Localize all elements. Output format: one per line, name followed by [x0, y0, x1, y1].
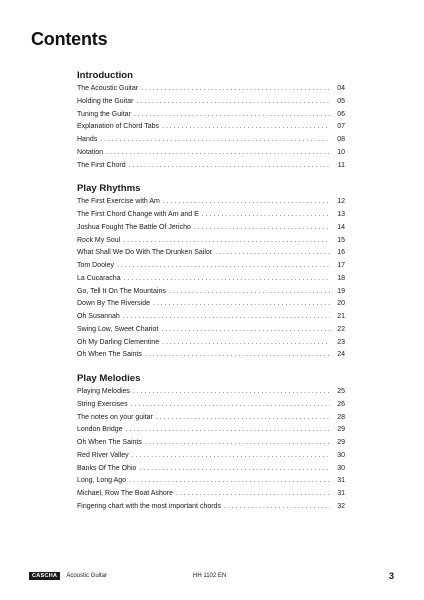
entry-page-number: 20 — [337, 300, 345, 308]
footer-product-name: Acoustic Guitar — [66, 573, 108, 579]
dot-leader — [133, 386, 330, 399]
entry-page-number: 28 — [337, 413, 345, 421]
dot-leader — [139, 463, 330, 476]
entry-page-number: 30 — [337, 451, 345, 459]
entry-page-number: 06 — [337, 110, 345, 118]
toc-entry — [77, 437, 345, 450]
toc-entry — [77, 424, 345, 437]
toc-entry — [77, 337, 345, 350]
toc-entry — [77, 209, 345, 222]
toc-entry — [77, 196, 345, 209]
entry-page-number: 25 — [337, 388, 345, 395]
entry-page-number: 30 — [337, 464, 345, 472]
entry-title: Holding the Guitar — [77, 97, 134, 105]
entry-title: The First Chord — [77, 161, 126, 169]
entry-title: Oh When The Saints — [77, 351, 142, 359]
entry-title: Notation — [77, 148, 104, 156]
dot-leader — [162, 121, 330, 134]
toc-entry — [77, 475, 345, 488]
entry-page-number: 32 — [337, 502, 345, 510]
dot-leader — [124, 273, 330, 286]
toc-entry — [77, 147, 345, 160]
entry-title: The First Chord Change with Am and E — [77, 211, 199, 218]
dot-leader — [141, 83, 330, 96]
toc-entry — [77, 83, 345, 96]
entry-title: Explanation of Chord Tabs — [77, 123, 159, 131]
dot-leader — [145, 349, 330, 362]
toc-entry — [77, 260, 345, 273]
entry-page-number: 29 — [337, 439, 345, 446]
toc-entry — [77, 298, 345, 311]
entry-page-number: 31 — [337, 490, 345, 497]
brand-logo: CASCHA — [29, 572, 60, 580]
toc-section — [77, 372, 345, 514]
toc-entry — [77, 311, 345, 324]
entry-title: Banks Of The Ohio — [77, 464, 137, 472]
dot-leader — [129, 475, 330, 488]
entry-title: Go, Tell It On The Mountains — [77, 287, 166, 295]
toc-entry — [77, 247, 345, 260]
toc-entry — [77, 386, 345, 399]
entry-page-number: 07 — [337, 123, 345, 131]
section-heading: Play Melodies — [77, 373, 141, 384]
dot-leader — [131, 399, 330, 412]
dot-leader — [202, 209, 330, 222]
dot-leader — [129, 160, 330, 173]
toc-entry — [77, 349, 345, 362]
dot-leader — [132, 450, 330, 463]
dot-leader — [117, 260, 330, 273]
entry-page-number: 26 — [337, 400, 345, 408]
dot-leader — [136, 96, 330, 109]
toc-entry — [77, 412, 345, 425]
dot-leader — [126, 424, 330, 437]
section-heading: Introduction — [77, 70, 133, 81]
entry-title: Fingering chart with the most important chords — [77, 502, 221, 510]
dot-leader — [156, 412, 330, 425]
dot-leader — [134, 109, 330, 122]
dot-leader — [153, 298, 330, 311]
entry-page-number: 12 — [337, 198, 345, 206]
entry-page-number: 18 — [337, 274, 345, 282]
toc-entry — [77, 324, 345, 337]
dot-leader — [123, 235, 330, 248]
entry-page-number: 21 — [337, 313, 345, 320]
toc-entry — [77, 273, 345, 286]
entry-page-number: 29 — [337, 426, 345, 434]
entry-title: Michael, Row The Boat Ashore — [77, 490, 173, 497]
entry-page-number: 04 — [337, 85, 345, 92]
dot-leader — [161, 324, 330, 337]
entry-page-number: 08 — [337, 136, 345, 143]
entry-title: London Bridge — [77, 426, 123, 434]
toc-entry — [77, 488, 345, 501]
dot-leader — [100, 134, 330, 147]
toc-entry — [77, 399, 345, 412]
entry-title: Swing Low, Sweet Chariot — [77, 325, 159, 333]
table-of-contents — [77, 69, 345, 524]
toc-section — [77, 182, 345, 362]
entry-title: Rock My Soul — [77, 236, 121, 244]
entry-page-number: 11 — [337, 161, 345, 169]
page-title: Contents — [31, 29, 108, 49]
entry-page-number: 14 — [337, 223, 345, 231]
entry-title: The notes on your guitar — [77, 413, 153, 421]
toc-entry — [77, 121, 345, 134]
entry-page-number: 24 — [337, 351, 345, 359]
dot-leader — [106, 147, 330, 160]
dot-leader — [163, 196, 330, 209]
entry-title: La Cucaracha — [77, 274, 121, 282]
toc-entry — [77, 222, 345, 235]
entry-title: Oh My Darling Clementine — [77, 338, 160, 346]
toc-entry — [77, 286, 345, 299]
entry-page-number: 22 — [337, 325, 345, 333]
entry-title: Playing Melodies — [77, 388, 130, 395]
entry-page-number: 10 — [337, 148, 345, 156]
entry-title: Hands — [77, 136, 98, 143]
dot-leader — [169, 286, 330, 299]
entry-title: Tuning the Guitar — [77, 110, 131, 118]
toc-section — [77, 69, 345, 172]
entry-title: Tom Dooley — [77, 262, 114, 269]
entry-page-number: 13 — [337, 211, 345, 218]
entry-page-number: 05 — [337, 97, 345, 105]
entry-page-number: 17 — [337, 262, 345, 269]
entry-page-number: 31 — [337, 477, 345, 485]
entry-title: Down By The Riverside — [77, 300, 151, 308]
dot-leader — [224, 501, 330, 514]
dot-leader — [215, 247, 330, 260]
entry-title: Red River Valley — [77, 451, 129, 459]
toc-entry — [77, 109, 345, 122]
toc-entry — [77, 96, 345, 109]
toc-entry — [77, 501, 345, 514]
section-heading: Play Rhythms — [77, 183, 141, 195]
toc-entry — [77, 450, 345, 463]
dot-leader — [145, 437, 330, 450]
entry-title: Oh Susannah — [77, 313, 120, 320]
entry-page-number: 16 — [337, 249, 345, 257]
dot-leader — [176, 488, 330, 501]
entry-title: String Exercises — [77, 400, 128, 408]
toc-entry — [77, 463, 345, 476]
toc-entry — [77, 160, 345, 173]
entry-page-number: 19 — [337, 287, 345, 295]
entry-title: The Acoustic Guitar — [77, 85, 139, 92]
dot-leader — [162, 337, 330, 350]
entry-title: Long, Long Ago — [77, 477, 127, 485]
entry-title: Joshua Fought The Battle Of Jericho — [77, 223, 191, 231]
entry-title: Oh When The Saints — [77, 439, 142, 446]
dot-leader — [123, 311, 330, 324]
entry-title: What Shall We Do With The Drunken Sailor — [77, 249, 213, 257]
toc-entry — [77, 134, 345, 147]
toc-entry — [77, 235, 345, 248]
footer-product-code: HH 1102 EN — [193, 573, 227, 579]
dot-leader — [194, 222, 330, 235]
page-footer — [29, 570, 394, 582]
entry-title: The First Exercise with Am — [77, 198, 160, 206]
entry-page-number: 23 — [337, 338, 345, 346]
entry-page-number: 15 — [337, 236, 345, 244]
page-number: 3 — [388, 571, 394, 581]
